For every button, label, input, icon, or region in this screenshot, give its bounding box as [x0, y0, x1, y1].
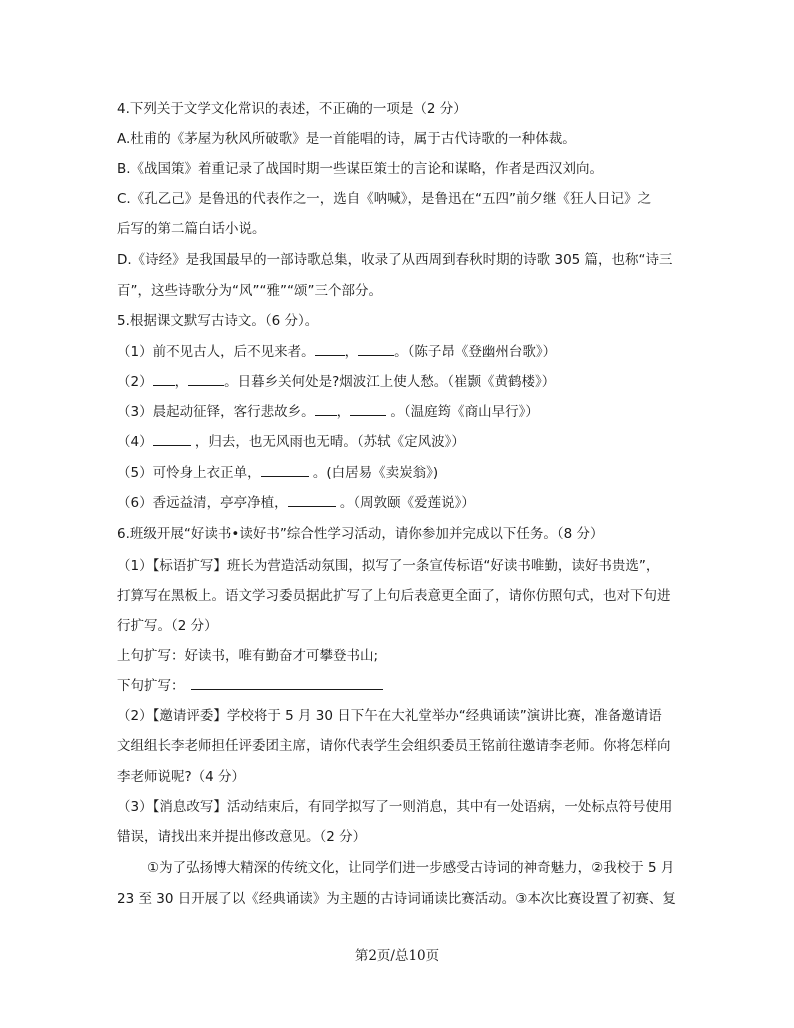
q5-item-2-text: 。日暮乡关何处是?烟波江上使人愁。（崔颢《黄鹤楼》） [224, 374, 556, 390]
answer-blank[interactable] [350, 402, 386, 416]
q6-title: 6.班级开展“好读书•读好书”综合性学习活动，请你参加并完成以下任务。（8 分） [117, 526, 604, 542]
q5-item-1-comma: ， [344, 344, 359, 360]
q5-item-1-text: （1）前不见古人，后不见来者。 [117, 344, 315, 360]
q5-item-2 [117, 372, 555, 392]
answer-blank[interactable] [358, 342, 394, 356]
q4-option-a: A.杜甫的《茅屋为秋风所破歌》是一首能唱的诗，属于古代诗歌的一种体裁。 [117, 131, 576, 147]
answer-blank[interactable] [288, 493, 336, 507]
q6-lower-label: 下句扩写： [117, 678, 185, 694]
q6-part2-line3: 李老师说呢?（4 分） [117, 769, 246, 785]
q5-item-4-text: ，归去，也无风雨也无晴。（苏轼《定风波》） [190, 434, 465, 450]
q5-item-4-number: （4） [117, 434, 153, 450]
q5-item-1-end: 。 [394, 344, 408, 360]
answer-blank[interactable] [153, 432, 191, 446]
q4-title: 4.下列关于文学文化常识的表述，不正确的一项是（2 分） [117, 101, 467, 117]
answer-blank[interactable] [261, 463, 309, 477]
q6-part1-line3: 行扩写。（2 分） [117, 618, 218, 634]
answer-blank[interactable] [315, 402, 337, 416]
q5-item-3-text: （3）晨起动征铎，客行悲故乡。 [117, 404, 315, 420]
answer-blank[interactable] [191, 676, 383, 690]
q5-item-1 [117, 342, 556, 362]
q6-upper-expansion: 上句扩写：好读书，唯有勤奋才可攀登书山; [117, 648, 379, 664]
q6-part1-line1: （1）【标语扩写】班长为营造活动氛围，拟写了一条宣传标语“好读书唯勤，读好书贵选”， [117, 558, 660, 574]
q5-item-4 [117, 432, 465, 452]
news-line1: ①为了弘扬博大精深的传统文化，让同学们进一步感受古诗词的神奇魅力，②我校于 5 月 [147, 860, 675, 876]
q5-item-6-source: 。（周敦颐《爱莲说》） [335, 495, 475, 511]
page-footer: 第2页/总10页 [354, 948, 440, 964]
q5-item-5 [117, 463, 438, 483]
answer-blank[interactable] [188, 372, 224, 386]
q4-option-d-line1: D.《诗经》是我国最早的一部诗歌总集，收录了从西周到春秋时期的诗歌 305 篇，也称“诗三 [117, 252, 673, 268]
q5-item-1-source: （陈子昂《登幽州台歌》） [407, 344, 557, 360]
q6-part1-line2: 打算写在黑板上。语文学习委员据此扩写了上句后表意更全面了，请你仿照句式，也对下句进 [117, 588, 671, 604]
q4-option-b: B.《战国策》着重记录了战国时期一些谋臣策士的言论和谋略，作者是西汉刘向。 [117, 161, 604, 177]
q5-item-6 [117, 493, 475, 513]
q6-lower-expansion [117, 676, 383, 696]
q5-item-5-text: （5）可怜身上衣正单， [117, 465, 261, 481]
q4-option-c-line1: C.《孔乙己》是鲁迅的代表作之一，选自《呐喊》，是鲁迅在“五四”前夕继《狂人日记》之 [117, 191, 651, 207]
news-line2: 23 至 30 日开展了以《经典诵读》为主题的古诗词诵读比赛活动。③本次比赛设置了初赛、复 [117, 891, 676, 907]
q5-item-6-text: （6）香远益清，亭亭净植， [117, 495, 288, 511]
q5-item-3-comma: ， [336, 404, 351, 420]
q4-option-c-line2: 后写的第二篇白话小说。 [117, 221, 266, 237]
answer-blank[interactable] [315, 342, 345, 356]
answer-blank[interactable] [153, 372, 175, 386]
q5-item-5-source: 。(白居易《卖炭翁》) [308, 465, 439, 481]
q5-item-3 [117, 402, 539, 422]
q4-option-d-line2: 百”，这些诗歌分为“风”“雅”“颂”三个部分。 [117, 283, 382, 299]
q5-item-3-source: 。（温庭筠《商山早行》） [386, 404, 539, 420]
q6-part2-line1: （2）【邀请评委】学校将于 5 月 30 日下午在大礼堂举办“经典诵读”演讲比赛，准备邀请语 [117, 708, 662, 724]
q5-title: 5.根据课文默写古诗文。（6 分）。 [117, 313, 319, 329]
q6-part3-line2: 错误，请找出来并提出修改意见。（2 分） [117, 829, 367, 845]
q5-item-2-comma: ， [174, 374, 189, 390]
q6-part2-line2: 文组组长李老师担任评委团主席，请你代表学生会组织委员王铭前往邀请李老师。你将怎样向 [117, 738, 671, 754]
q6-part3-line1: （3）【消息改写】活动结束后，有同学拟写了一则消息，其中有一处语病，一处标点符号使用 [117, 799, 673, 815]
q5-item-2-number: （2） [117, 374, 153, 390]
